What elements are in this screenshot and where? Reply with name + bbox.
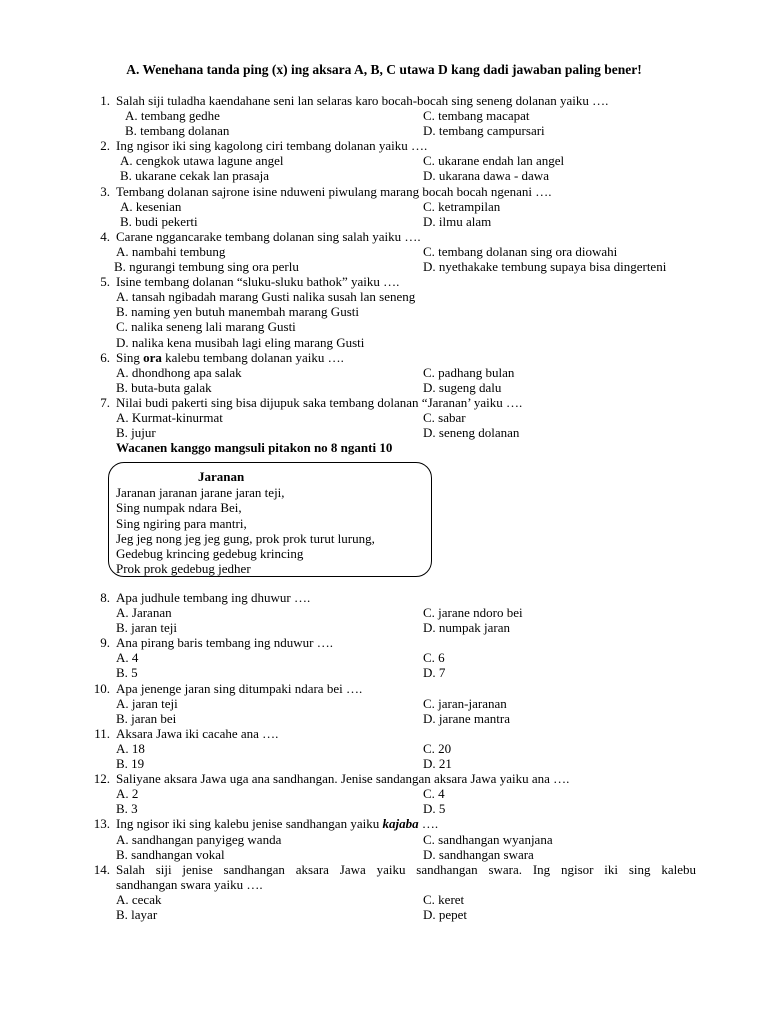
question-number: 10. [93,680,110,696]
question-stem: Carane nggancarake tembang dolanan sing salah yaiku …. [116,228,421,244]
question-11 [0,726,768,741]
question-6 [0,350,768,365]
question-number: 14. [93,861,110,877]
question-1 [0,93,768,108]
section-heading: A. Wenehana tanda ping (x) ing aksara A, B, C utawa D kang dadi jawaban paling bener! [126,62,642,77]
poem-line: Sing numpak ndara Bei, [116,500,242,516]
poem-line: Jeg jeg nong jeg jeg gung, prok prok turut lurung, [116,530,375,546]
option-c: C. sabar [423,409,466,425]
option-a: A. 18 [116,740,145,756]
question-list-part1 [0,93,768,455]
poem-line: Gedebug krincing gedebug krincing [116,546,304,562]
option-d: D. ukarana dawa - dawa [423,168,549,184]
question-number: 5. [100,274,110,290]
option-d: D. 7 [423,665,446,681]
poem-line: Sing ngiring para mantri, [116,515,247,531]
option-d: D. sugeng dalu [423,379,502,395]
option-b: B. tembang dolanan [125,123,230,139]
question-number: 9. [100,635,110,651]
option-c: C. 4 [423,786,445,802]
poem-line: Jaranan jaranan jarane jaran teji, [116,485,285,500]
option-c: C. jarane ndoro bei [423,605,523,621]
poem-line: Prok prok gedebug jedher [116,561,251,577]
option-b: B. sandhangan vokal [116,846,225,862]
question-stem: Tembang dolanan sajrone isine nduweni piwulang marang bocah bocah ngenani …. [116,183,552,199]
option-b: B. 3 [116,801,138,817]
question-stem: Salah siji jenise sandhangan aksara Jawa yaiku sandhangan swara. Ing ngisor iki sing kalebu [116,861,696,877]
option-a: A. cecak [116,891,162,907]
option-d: D. 21 [423,756,452,772]
option-b: B. ngurangi tembung sing ora perlu [114,259,299,275]
option-c: C. ketrampilan [423,198,501,214]
option-a: A. Kurmat-kinurmat [116,409,223,425]
option-d: D. sandhangan swara [423,846,534,862]
option-c: C. keret [423,891,465,907]
question-4 [0,229,768,244]
question-9 [0,635,768,650]
option-d: D. ilmu alam [423,213,492,229]
poem-lines [116,485,375,577]
question-number: 7. [100,394,110,410]
option-a: A. cengkok utawa lagune angel [120,153,284,169]
reading-instruction-row [0,440,768,455]
option-d: D. nyethakake tembung supaya bisa dingerteni [423,259,667,275]
question-number: 13. [93,816,110,832]
option-d: D. nalika kena musibah lagi eling marang Gusti [116,334,365,350]
option-c: C. tembang dolanan sing ora diowahi [423,243,618,259]
option-b: B. budi pekerti [120,213,198,229]
question-13 [0,816,768,831]
option-b: B. layar [116,906,158,922]
reading-instruction: Wacanen kanggo mangsuli pitakon no 8 nganti 10 [116,440,393,456]
option-d: D. 5 [423,801,446,817]
option-b: B. buta-buta galak [116,379,212,395]
question-stem: Ana pirang baris tembang ing nduwur …. [116,635,333,651]
question-stem: Salah siji tuladha kaendahane seni lan selaras karo bocah-bocah sing seneng dolanan yaiku …. [116,93,609,108]
option-b: B. jaran bei [116,710,177,726]
emphasis-word: ora [143,349,162,365]
option-d: D. numpak jaran [423,620,511,636]
question-number: 6. [100,349,110,365]
question-list-part2 [0,590,768,922]
emphasis-word: kajaba [382,816,419,832]
question-number: 8. [100,590,110,605]
option-a: A. jaran teji [116,695,178,711]
question-stem: Ing ngisor iki sing kalebu jenise sandhangan yaiku kajaba …. [116,816,439,832]
question-number: 2. [100,138,110,154]
question-stem: Aksara Jawa iki cacahe ana …. [116,725,279,741]
question-3 [0,184,768,199]
question-10 [0,681,768,696]
option-b: B. ukarane cekak lan prasaja [120,168,270,184]
option-d: D. pepet [423,906,468,922]
option-a: A. kesenian [120,198,182,214]
option-c: C. jaran-jaranan [423,695,507,711]
option-b: B. jaran teji [116,620,178,636]
question-stem: Apa judhule tembang ing dhuwur …. [116,590,311,605]
option-c: C. padhang bulan [423,364,515,380]
question-5 [0,274,768,289]
option-a: A. 4 [116,650,139,666]
option-c: C. ukarane endah lan angel [423,153,565,169]
option-c: C. nalika seneng lali marang Gusti [116,319,296,335]
option-b: B. 5 [116,665,138,681]
question-12 [0,771,768,786]
question-number: 11. [94,725,110,741]
question-number: 3. [100,183,110,199]
option-d: D. jarane mantra [423,710,510,726]
question-number: 1. [100,93,110,108]
option-a: A. Jaranan [116,605,172,621]
question-stem: Nilai budi pakerti sing bisa dijupuk saka tembang dolanan “Jaranan’ yaiku …. [116,394,523,410]
question-8 [0,590,768,605]
question-stem: Isine tembang dolanan “sluku-sluku bathok” yaiku …. [116,274,400,290]
option-a: A. dhondhong apa salak [116,364,242,380]
option-c: C. sandhangan wyanjana [423,831,553,847]
option-b: B. jujur [116,425,156,441]
option-a: A. sandhangan panyigeg wanda [116,831,282,847]
option-d: D. tembang campursari [423,123,545,139]
option-b: B. naming yen butuh manembah marang Gusti [116,304,359,320]
option-a: A. tansah ngibadah marang Gusti nalika susah lan seneng [116,289,416,305]
question-stem: Saliyane aksara Jawa uga ana sandhangan. Jenise sandangan aksara Jawa yaiku ana …. [116,771,570,787]
poem-title: Jaranan [198,469,245,484]
question-number: 12. [93,771,110,787]
question-number: 4. [100,228,110,244]
question-7 [0,395,768,410]
option-b: B. 19 [116,756,145,772]
option-c: C. 6 [423,650,445,666]
option-d: D. seneng dolanan [423,425,520,441]
question-2 [0,138,768,153]
question-stem: Apa jenenge jaran sing ditumpaki ndara bei …. [116,680,363,696]
option-a: A. nambahi tembung [116,243,226,259]
option-a: A. tembang gedhe [125,108,220,124]
option-a: A. 2 [116,786,139,802]
option-c: C. tembang macapat [423,108,530,124]
option-c: C. 20 [423,740,452,756]
question-stem: Sing ora kalebu tembang dolanan yaiku …. [116,349,344,365]
question-14 [0,862,768,877]
question-stem-continued: sandhangan swara yaiku …. [116,876,263,892]
question-stem: Ing ngisor iki sing kagolong ciri tembang dolanan yaiku …. [116,138,428,154]
